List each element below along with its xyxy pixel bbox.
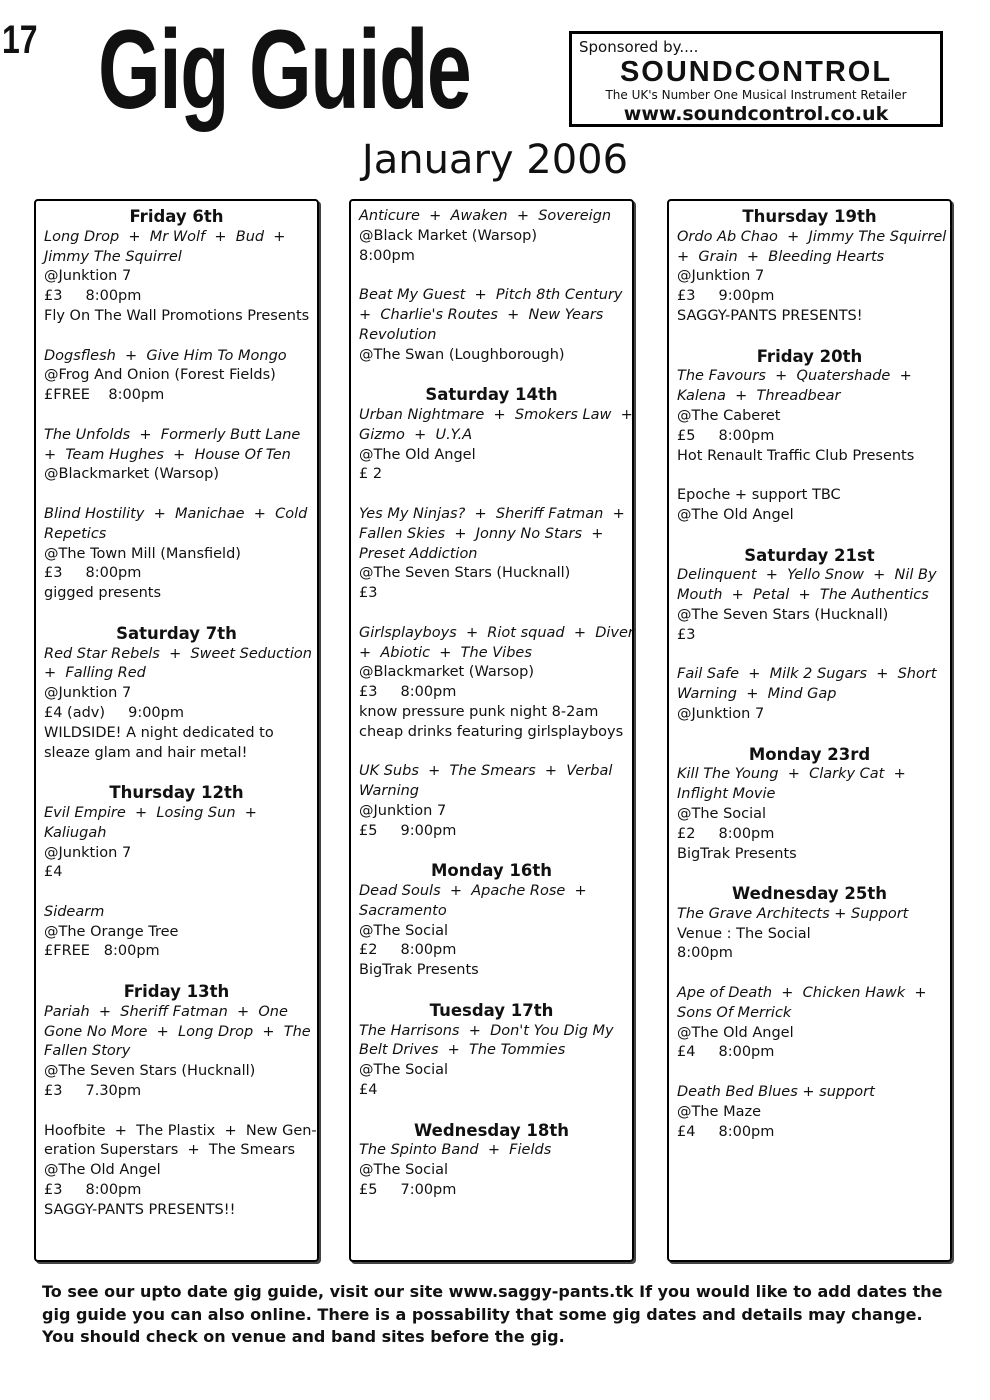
gig-listing xyxy=(359,1141,624,1200)
gig-detail-line: @The Social xyxy=(359,1162,449,1179)
day-heading: Friday 20th xyxy=(756,346,863,366)
gig-detail-line: Hot Renault Traffic Club Presents xyxy=(677,447,915,464)
band-line: Gone No More + Long Drop + The xyxy=(44,1023,311,1040)
gig-listing xyxy=(677,765,942,864)
band-line: The Unfolds + Formerly Butt Lane xyxy=(44,426,301,443)
day-heading: Thursday 19th xyxy=(742,207,877,226)
gig-listing xyxy=(44,505,309,604)
gig-detail-line: Fly On The Wall Promotions Presents xyxy=(44,307,310,324)
band-line: The Spinto Band + Fields xyxy=(359,1142,552,1159)
day-heading: Wednesday 18th xyxy=(414,1120,569,1140)
band-line: Repetics xyxy=(44,525,107,542)
gig-detail-line: cheap drinks featuring girlsplayboys xyxy=(359,723,624,740)
band-line: Yes My Ninjas? + Sheriff Fatman + xyxy=(359,505,625,522)
gig-detail-line: gigged presents xyxy=(44,585,162,602)
band-line: Preset Addiction xyxy=(359,545,478,562)
band-line: Ape of Death + Chicken Hawk + xyxy=(677,985,927,1002)
band-line: Inflight Movie xyxy=(677,786,776,803)
gig-detail-line: know pressure punk night 8-2am xyxy=(359,703,599,720)
band-line: Ordo Ab Chao + Jimmy The Squirrel xyxy=(677,228,947,245)
gig-detail-line: @The Orange Tree xyxy=(44,923,179,940)
gig-detail-line: £4 xyxy=(44,864,63,881)
gig-listing xyxy=(677,367,942,466)
band-line: The Grave Architects + Support xyxy=(677,905,909,922)
gig-detail-line: £2 8:00pm xyxy=(677,825,775,842)
gig-detail-line: @The Seven Stars (Hucknall) xyxy=(359,565,571,582)
band-line: Warning xyxy=(359,783,420,800)
band-line: Gizmo + U.Y.A xyxy=(359,426,473,443)
gig-listing xyxy=(677,665,942,724)
gig-detail-line: @The Social xyxy=(677,805,767,822)
gig-detail-line: SAGGY-PANTS PRESENTS!! xyxy=(44,1201,236,1218)
sponsor-box xyxy=(569,31,943,127)
band-line: Sidearm xyxy=(44,903,105,920)
gig-detail-line: @Blackmarket (Warsop) xyxy=(44,466,219,483)
band-line: Kalena + Threadbear xyxy=(677,388,841,405)
gig-detail-line: £3 8:00pm xyxy=(44,565,142,582)
band-line: Beat My Guest + Pitch 8th Century xyxy=(359,287,623,304)
gig-detail-line: Hoofbite + The Plastix + New Gen- xyxy=(44,1122,317,1139)
sponsor-tagline: The UK's Number One Musical Instrument Retailer xyxy=(605,88,907,102)
gig-listing xyxy=(359,505,624,604)
gig-listing xyxy=(44,804,309,883)
gig-detail-line: @The Seven Stars (Hucknall) xyxy=(44,1063,256,1080)
gig-listing xyxy=(44,228,309,327)
gig-detail-line: £5 8:00pm xyxy=(677,427,775,444)
gig-detail-line: Epoche + support TBC xyxy=(677,487,841,504)
gig-listing xyxy=(359,762,624,841)
band-line: Fail Safe + Milk 2 Sugars + Short xyxy=(677,666,937,683)
gig-detail-line: £4 xyxy=(359,1082,378,1099)
gig-detail-line: @The Seven Stars (Hucknall) xyxy=(677,606,889,623)
band-line: Anticure + Awaken + Sovereign xyxy=(359,208,612,224)
sponsor-label: Sponsored by.... xyxy=(579,38,699,56)
gig-listing xyxy=(677,228,947,327)
gig-listing xyxy=(359,882,624,981)
band-line: Kaliugah xyxy=(44,824,107,841)
band-line: UK Subs + The Smears + Verbal xyxy=(359,763,613,780)
gig-detail-line: BigTrak Presents xyxy=(677,845,797,862)
gig-detail-line: 8:00pm xyxy=(677,945,733,962)
gig-listing xyxy=(44,426,309,485)
band-line: Dogsflesh + Give Him To Mongo xyxy=(44,347,287,364)
gig-detail-line: £FREE 8:00pm xyxy=(44,387,165,404)
gig-detail-line: @Blackmarket (Warsop) xyxy=(359,664,534,681)
day-heading: Thursday 12th xyxy=(109,783,244,803)
band-line: Mouth + Petal + The Authentics xyxy=(677,587,929,604)
band-line: Delinquent + Yello Snow + Nil By xyxy=(677,567,937,584)
band-line: + Grain + Bleeding Hearts xyxy=(677,248,885,265)
listing-column-3 xyxy=(667,199,952,1262)
gig-detail-line: £3 8:00pm xyxy=(359,684,457,701)
gig-detail-line: @The Social xyxy=(359,922,449,939)
gig-listing xyxy=(359,624,634,743)
band-line: Pariah + Sheriff Fatman + One xyxy=(44,1003,288,1020)
gig-listing xyxy=(677,1083,942,1142)
band-line: Belt Drives + The Tommies xyxy=(359,1042,566,1059)
gig-detail-line: £3 9:00pm xyxy=(677,288,775,305)
day-heading: Monday 23rd xyxy=(748,744,871,764)
band-line: Urban Nightmare + Smokers Law + xyxy=(359,406,633,423)
sponsor-url: www.soundcontrol.co.uk xyxy=(623,103,889,125)
gig-listing xyxy=(359,207,624,266)
gig-listing xyxy=(677,486,942,526)
gig-detail-line: @The Maze xyxy=(677,1103,762,1120)
band-line: Dead Souls + Apache Rose + xyxy=(359,883,587,900)
listing-column-2 xyxy=(349,199,634,1262)
day-heading: Monday 16th xyxy=(430,861,553,881)
gig-detail-line: @The Old Angel xyxy=(677,506,794,523)
month-heading: January 2006 xyxy=(361,137,629,183)
band-line: Long Drop + Mr Wolf + Bud + xyxy=(44,228,286,245)
gig-detail-line: @Black Market (Warsop) xyxy=(359,227,537,244)
band-line: Sons Of Merrick xyxy=(677,1004,792,1021)
gig-detail-line: £5 9:00pm xyxy=(359,822,457,839)
gig-listing xyxy=(44,645,312,764)
gig-detail-line: Venue : The Social xyxy=(677,925,811,942)
gig-detail-line: @The Town Mill (Mansfield) xyxy=(44,545,241,562)
gig-detail-line: sleaze glam and hair metal! xyxy=(44,744,248,761)
band-line: Kill The Young + Clarky Cat + xyxy=(677,766,906,783)
band-line: Sacramento xyxy=(359,902,447,919)
gig-detail-line: @Frog And Onion (Forest Fields) xyxy=(44,367,276,384)
band-line: Girlsplayboys + Riot squad + Diver xyxy=(359,624,634,641)
gig-listing xyxy=(359,1022,624,1101)
gig-listing xyxy=(359,406,633,485)
gig-detail-line: @The Caberet xyxy=(677,407,781,424)
day-heading: Saturday 21st xyxy=(744,545,875,565)
gig-detail-line: 8:00pm xyxy=(359,247,415,264)
gig-detail-line: WILDSIDE! A night dedicated to xyxy=(44,724,274,741)
gig-detail-line: £5 7:00pm xyxy=(359,1182,457,1199)
day-heading: Saturday 7th xyxy=(116,623,237,643)
gig-detail-line: @Junktion 7 xyxy=(359,802,447,819)
band-line: Revolution xyxy=(359,326,437,343)
day-heading: Wednesday 25th xyxy=(732,884,887,904)
gig-detail-line: @Junktion 7 xyxy=(44,685,132,702)
gig-listing xyxy=(44,903,309,962)
gig-detail-line: @The Old Angel xyxy=(359,446,476,463)
gig-listing xyxy=(44,347,309,406)
gig-detail-line: SAGGY-PANTS PRESENTS! xyxy=(677,307,863,324)
band-line: Fallen Story xyxy=(44,1043,131,1060)
gig-detail-line: £3 xyxy=(359,585,378,602)
band-line: Red Star Rebels + Sweet Seduction xyxy=(44,645,312,662)
gig-listing xyxy=(44,1003,309,1102)
listing-column-1 xyxy=(34,199,319,1262)
band-line: + Abiotic + The Vibes xyxy=(359,644,532,661)
gig-detail-line: @The Old Angel xyxy=(677,1024,794,1041)
gig-detail-line: @The Social xyxy=(359,1062,449,1079)
page-number: 17 xyxy=(2,18,38,62)
band-line: + Charlie's Routes + New Years xyxy=(359,306,604,323)
band-line: Jimmy The Squirrel xyxy=(44,248,182,265)
day-heading: Friday 13th xyxy=(123,982,230,1002)
gig-detail-line: £3 7.30pm xyxy=(44,1083,142,1100)
band-line: The Favours + Quatershade + xyxy=(677,368,912,385)
gig-detail-line: £3 8:00pm xyxy=(44,288,142,305)
gig-detail-line: £FREE 8:00pm xyxy=(44,943,160,960)
page-title: Gig Guide xyxy=(98,7,471,132)
gig-detail-line: £2 8:00pm xyxy=(359,942,457,959)
gig-detail-line: £3 8:00pm xyxy=(44,1182,142,1199)
gig-listing xyxy=(359,286,624,365)
footer-note: To see our upto date gig guide, visit our site www.saggy-pants.tk If you would like to add dates the gig guide you can also online. There is a possability that some gig dates and details may change. You should check on venue and band sites before the gig. xyxy=(42,1282,943,1346)
band-line: The Harrisons + Don't You Dig My xyxy=(359,1022,614,1039)
gig-listing xyxy=(677,905,942,964)
band-line: + Falling Red xyxy=(44,665,146,682)
gig-detail-line: @Junktion 7 xyxy=(44,844,132,861)
gig-detail-line: BigTrak Presents xyxy=(359,962,479,979)
band-line: Death Bed Blues + support xyxy=(677,1084,875,1101)
gig-detail-line: @The Swan (Loughborough) xyxy=(359,346,565,363)
day-heading: Tuesday 17th xyxy=(429,1000,554,1020)
gig-detail-line: @Junktion 7 xyxy=(677,268,765,285)
gig-detail-line: £4 8:00pm xyxy=(677,1123,775,1140)
band-line: Fallen Skies + Jonny No Stars + xyxy=(359,525,604,542)
gig-detail-line: £4 8:00pm xyxy=(677,1044,775,1061)
band-line: Blind Hostility + Manichae + Cold xyxy=(44,505,308,522)
gig-detail-line: £4 (adv) 9:00pm xyxy=(44,704,184,721)
gig-detail-line: @Junktion 7 xyxy=(44,268,132,285)
gig-listing xyxy=(677,984,942,1063)
day-heading: Saturday 14th xyxy=(425,385,558,405)
gig-detail-line: £3 xyxy=(677,626,696,643)
gig-detail-line: eration Superstars + The Smears xyxy=(44,1142,296,1159)
sponsor-logo: SOUNDCONTROL xyxy=(619,56,893,88)
gig-detail-line: @Junktion 7 xyxy=(677,705,765,722)
band-line: Evil Empire + Losing Sun + xyxy=(44,804,257,821)
band-line: + Team Hughes + House Of Ten xyxy=(44,446,291,463)
gig-detail-line: £ 2 xyxy=(359,466,383,483)
band-line: Warning + Mind Gap xyxy=(677,686,837,703)
gig-listing xyxy=(44,1122,317,1221)
gig-listing xyxy=(677,566,942,645)
day-heading: Friday 6th xyxy=(129,207,224,226)
gig-detail-line: @The Old Angel xyxy=(44,1162,161,1179)
